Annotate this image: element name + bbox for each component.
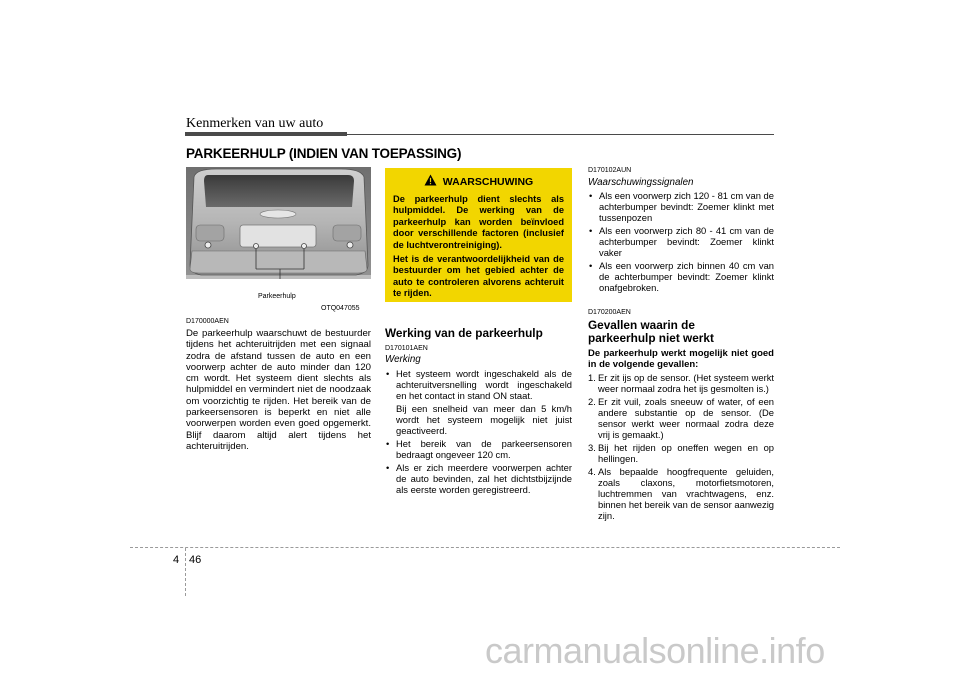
list-item bbox=[588, 396, 774, 440]
operation-list bbox=[385, 368, 572, 497]
footer-divider bbox=[185, 548, 186, 596]
header-rule bbox=[347, 134, 774, 135]
watermark: carmanualsonline.info bbox=[485, 630, 825, 671]
section-title: PARKEERHULP (INDIEN VAN TOEPASSING) bbox=[186, 146, 462, 161]
intro-text-block bbox=[186, 328, 371, 452]
operation-heading: Werking van de parkeerhulp bbox=[385, 326, 543, 340]
header-bar bbox=[185, 132, 347, 136]
footer-rule bbox=[130, 547, 840, 548]
signals-code: D170102AUN bbox=[588, 167, 632, 174]
bullet-text: Het systeem wordt ingeschakeld als de achteruitversnelling wordt ingeschakeld en het contact in stand ON staat. bbox=[396, 368, 572, 401]
item-text: Er zit ijs op de sensor. (Het systeem werkt weer normaal zodra het ijs gesmolten is.) bbox=[598, 372, 774, 394]
warning-header bbox=[393, 174, 564, 189]
figure-code: OTQ047055 bbox=[321, 305, 360, 312]
bullet-continuation: Bij een snelheid van meer dan 5 km/h wordt het systeem mogelijk niet juist geactiveerd. bbox=[396, 403, 572, 436]
warning-paragraph-1: De parkeerhulp dient slechts als hulpmiddel. De werking van de parkeerhulp kan worden beïnvloed door verschillende factoren (inclusief de luchtverontreiniging). bbox=[393, 194, 564, 250]
section-code: D170000AEN bbox=[186, 318, 229, 325]
item-number: 1. bbox=[588, 372, 596, 383]
item-text: Er zit vuil, zoals sneeuw of water, of een andere substantie op de sensor. (De sensor werkt weer normaal zodra deze vrij is gemaakt.) bbox=[598, 396, 774, 440]
item-number: 3. bbox=[588, 442, 596, 453]
list-item: • Als een voorwerp zich binnen 40 cm van de achterbumper bevindt: Zoemer klinkt onafgebroken. bbox=[588, 260, 774, 293]
list-item bbox=[588, 372, 774, 394]
chapter-title: Kenmerken van uw auto bbox=[186, 116, 324, 131]
malfunction-list bbox=[588, 372, 774, 523]
chapter-number: 4 bbox=[173, 554, 180, 566]
list-item: • Als een voorwerp zich 80 - 41 cm van de achterbumper bevindt: Zoemer klinkt vaker bbox=[588, 225, 774, 258]
figure-label: Parkeerhulp bbox=[258, 293, 296, 300]
item-number: 4. bbox=[588, 466, 596, 477]
warning-title: WAARSCHUWING bbox=[442, 175, 534, 188]
list-item bbox=[588, 442, 774, 464]
warning-triangle-icon bbox=[424, 174, 437, 189]
warning-paragraph-2: Het is de verantwoordelijkheid van de bestuurder om het gebied achter de auto te controleren alvorens achteruit te rijden. bbox=[393, 254, 564, 299]
rear-car-photo bbox=[186, 167, 371, 301]
item-text: Bij het rijden op oneffen wegen en op hellingen. bbox=[598, 442, 774, 464]
malfunction-heading: Gevallen waarin de parkeerhulp niet werkt bbox=[588, 318, 714, 345]
malfunction-intro: De parkeerhulp werkt mogelijk niet goed in de volgende gevallen: bbox=[588, 348, 774, 370]
page-number: 46 bbox=[189, 554, 202, 566]
item-text: Als bepaalde hoogfrequente geluiden, zoals claxons, motorfietsmotoren, luchtremmen van vrachtwagens, enz. binnen het bereik van de sensor aanwezig zijn. bbox=[598, 466, 774, 521]
operation-subheading: Werking bbox=[385, 354, 421, 365]
signals-subheading: Waarschuwingssignalen bbox=[588, 177, 694, 188]
warning-box bbox=[385, 168, 572, 302]
list-item: • Als een voorwerp zich 120 - 81 cm van de achterbumper bevindt: Zoemer klinkt met tussenpozen bbox=[588, 190, 774, 223]
operation-code: D170101AEN bbox=[385, 345, 428, 352]
list-item bbox=[588, 466, 774, 521]
list-item: • Het bereik van de parkeersensoren bedraagt ongeveer 120 cm. bbox=[385, 438, 572, 460]
malfunction-code: D170200AEN bbox=[588, 309, 631, 316]
signals-list bbox=[588, 190, 774, 295]
list-item bbox=[385, 368, 572, 436]
list-item: • Als er zich meerdere voorwerpen achter de auto bevinden, zal het dichtstbijzijnde als eerste worden geregistreerd. bbox=[385, 462, 572, 495]
item-number: 2. bbox=[588, 396, 596, 407]
intro-paragraph: De parkeerhulp waarschuwt de bestuurder tijdens het achteruitrijden met een signaal zodra de afstand tussen de auto en een voorwerp achter de auto minder dan 120 cm wordt. Het systeem dient slechts als hulpmiddel en vermindert niet de noodzaak om voorzichtig te rijden. Het bereik van de parkeersensoren is beperkt en niet alle voorwerpen worden even goed opgemerkt. Blijf daarom altijd alert tijdens het achteruitrijden. bbox=[186, 328, 371, 452]
